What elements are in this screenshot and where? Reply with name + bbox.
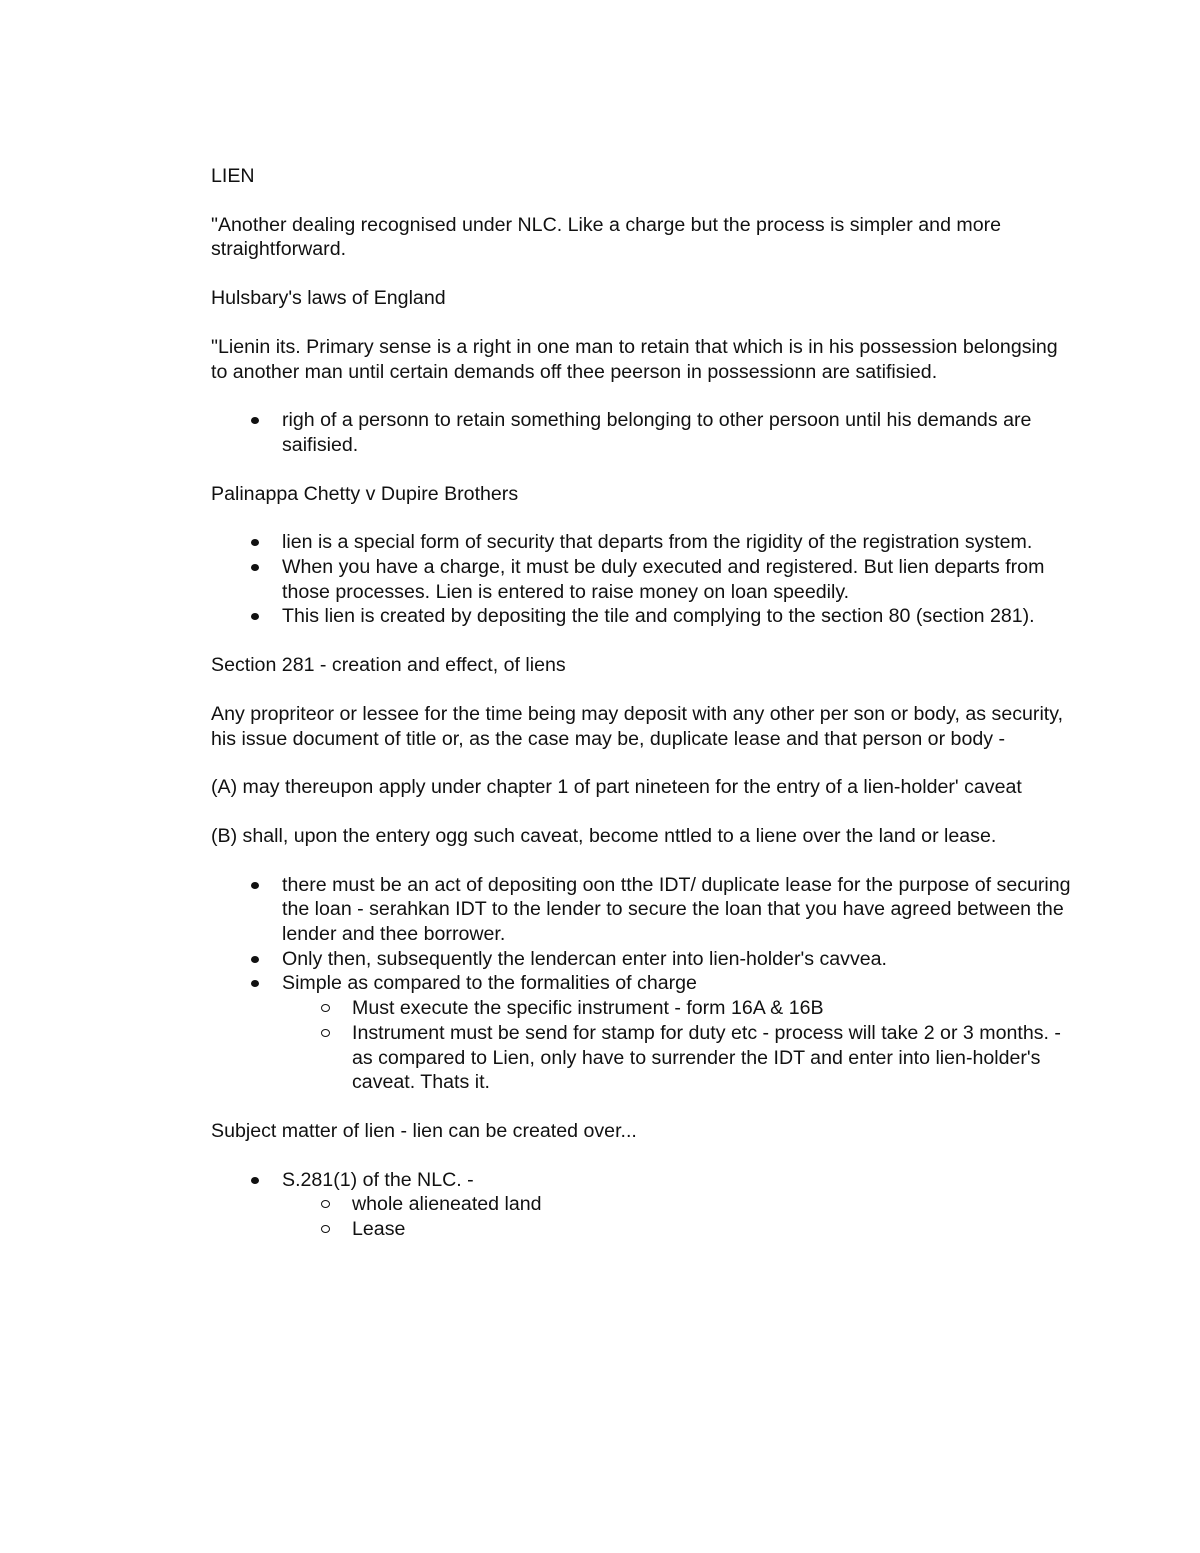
list-item: Only then, subsequently the lendercan enter into lien-holder's cavvea.	[211, 947, 1071, 972]
subject-sub-bullet-list	[282, 1192, 1071, 1241]
sub-list-item: Must execute the specific instrument - form 16A & 16B	[211, 996, 1071, 1021]
subject-heading: Subject matter of lien - lien can be created over...	[211, 1119, 637, 1142]
clause-b: (B) shall, upon the entery ogg such caveat, become nttled to a liene over the land or lease.	[211, 824, 997, 847]
list-item-text: S.281(1) of the NLC. -	[282, 1168, 474, 1191]
sub-list-item: Lease	[211, 1217, 1071, 1242]
sub-list-item: whole alieneated land	[211, 1192, 1071, 1217]
document-page	[211, 164, 1071, 1266]
list-item	[211, 971, 1071, 1095]
sub-list-item: Instrument must be send for stamp for duty etc - process will take 2 or 3 months. - as compared to Lien, only have to surrender the IDT and enter into lien-holder's caveat. Thats it.	[211, 1021, 1071, 1095]
list-item-text: Simple as compared to the formalities of charge	[282, 972, 697, 995]
section-text: Any propriteor or lessee for the time being may deposit with any other per son or body, as security, his issue document of title or, as the case may be, duplicate lease and that person or body -	[211, 702, 1064, 750]
case-heading: Palinappa Chetty v Dupire Brothers	[211, 482, 519, 505]
list-item: righ of a personn to retain something belonging to other persoon until his demands are saifisied.	[211, 408, 1071, 457]
list-item: lien is a special form of security that departs from the rigidity of the registration system.	[211, 530, 1071, 555]
section-sub-bullet-list	[282, 996, 1071, 1095]
case-bullet-list	[211, 530, 1071, 629]
document-title: LIEN	[211, 165, 255, 187]
list-item: This lien is created by depositing the tile and complying to the section 80 (section 281).	[211, 604, 1071, 629]
clause-a: (A) may thereupon apply under chapter 1 of part nineteen for the entry of a lien-holder' caveat	[211, 776, 1022, 799]
hulsbury-heading: Hulsbary's laws of England	[211, 287, 446, 310]
list-item: there must be an act of depositing oon tthe IDT/ duplicate lease for the purpose of securing the loan - serahkan IDT to the lender to secure the loan that you have agreed between the lender and thee borrower.	[211, 873, 1071, 947]
list-item: When you have a charge, it must be duly executed and registered. But lien departs from those processes. Lien is entered to raise money on loan speedily.	[211, 555, 1071, 604]
subject-bullet-list	[211, 1168, 1071, 1242]
list-item	[211, 1168, 1071, 1242]
intro-paragraph: "Another dealing recognised under NLC. Like a charge but the process is simpler and more straightforward.	[211, 213, 1002, 261]
hulsbury-quote: "Lienin its. Primary sense is a right in one man to retain that which is in his possession belongsing to another man until certain demands off thee peerson in possessionn are satifisied.	[211, 335, 1058, 383]
hulsbury-bullet-list	[211, 408, 1071, 457]
section-heading: Section 281 - creation and effect, of liens	[211, 654, 566, 677]
section-bullet-list	[211, 873, 1071, 1095]
